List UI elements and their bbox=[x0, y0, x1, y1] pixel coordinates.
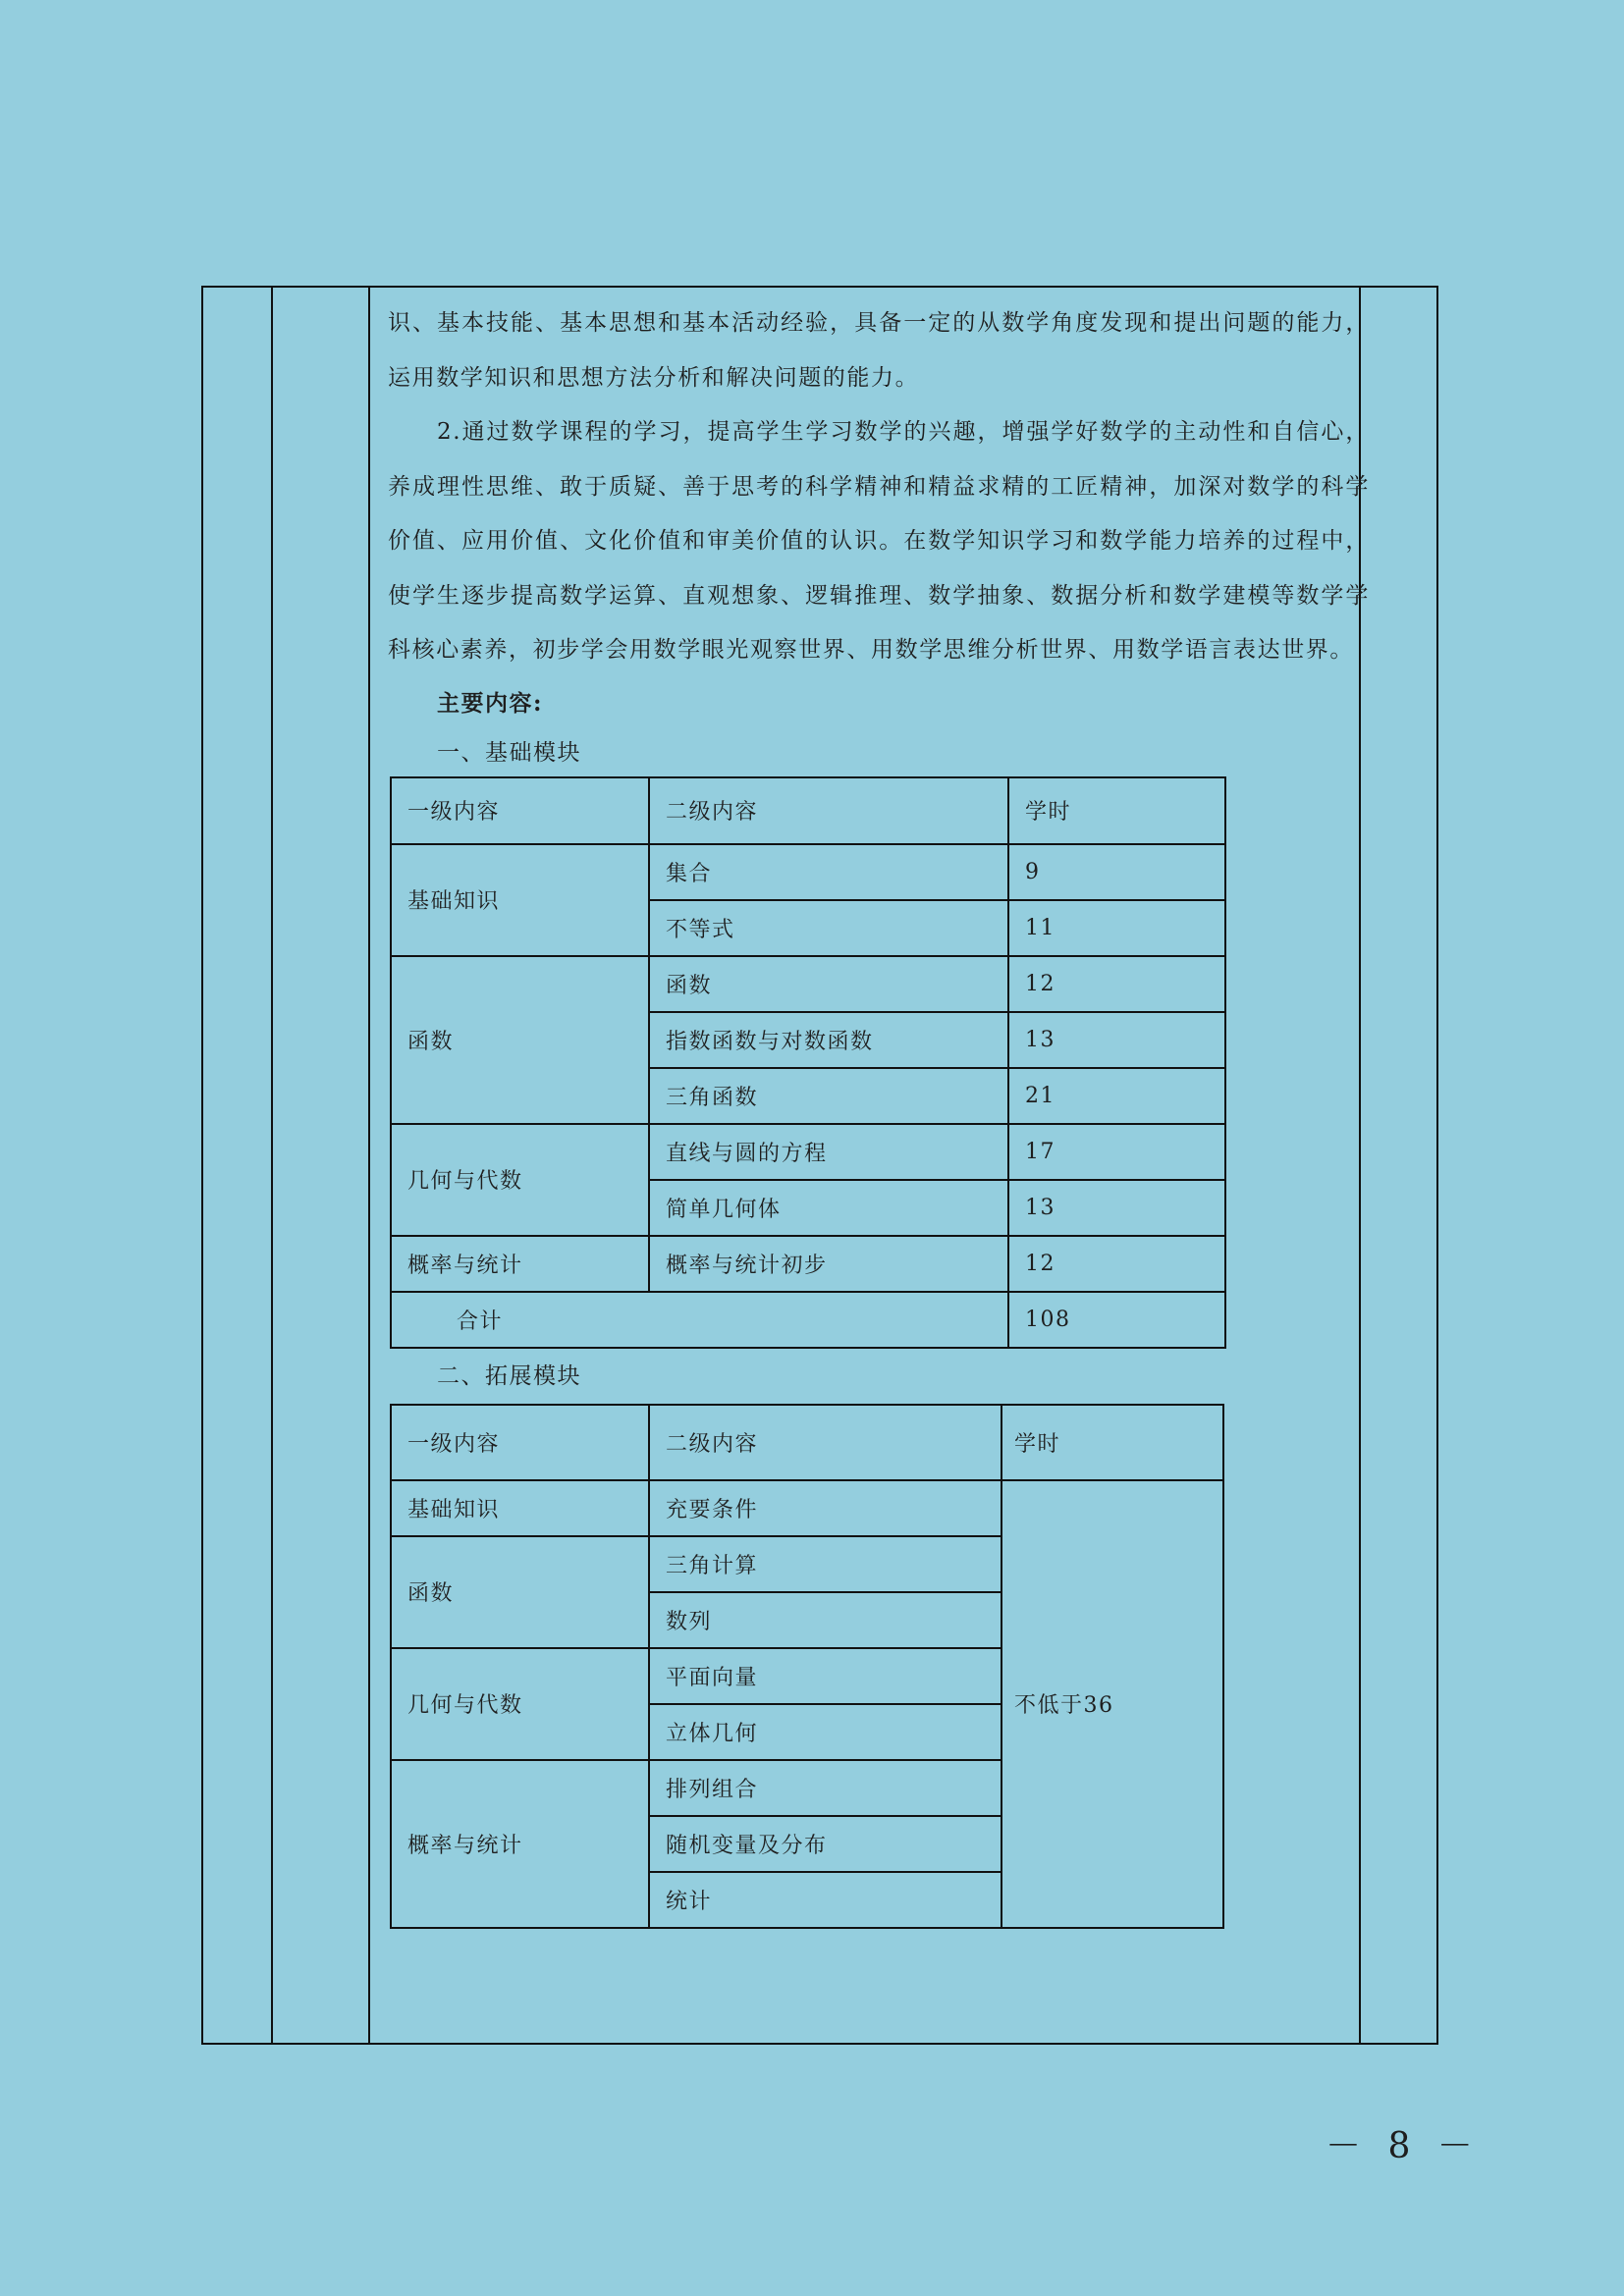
header-hours: 学时 bbox=[1008, 777, 1225, 844]
group-name: 基础知识 bbox=[391, 1480, 649, 1536]
paragraph-2: 2.通过数学课程的学习，提高学生学习数学的兴趣，增强学好数学的主动性和自信心，养成理性思维、敢于质疑、善于思考的科学精神和精益求精的工匠精神，加深对数学的科学价值、应用价值、文化价值和审美价值的认识。在数学知识学习和数学能力培养的过程中，使学生逐步提高数学运算、直观想象、逻辑推理、数学抽象、数据分析和数学建模等数学学科核心素养，初步学会用数学眼光观察世界、用数学思维分析世界、用数学语言表达世界。 bbox=[388, 419, 1370, 663]
page-number: － 8 － bbox=[1326, 2126, 1481, 2166]
item-name: 排列组合 bbox=[649, 1760, 1001, 1816]
item-name: 直线与圆的方程 bbox=[649, 1124, 1008, 1180]
item-name: 立体几何 bbox=[649, 1704, 1001, 1760]
table-header-row bbox=[391, 1405, 1223, 1480]
item-hours: 9 bbox=[1008, 844, 1225, 900]
item-hours: 12 bbox=[1008, 1236, 1225, 1292]
item-name: 数列 bbox=[649, 1592, 1001, 1648]
item-name: 充要条件 bbox=[649, 1480, 1001, 1536]
table-row bbox=[391, 956, 1225, 1012]
total-label: 合计 bbox=[391, 1292, 1008, 1348]
group-name: 基础知识 bbox=[391, 844, 649, 956]
header-level2: 二级内容 bbox=[649, 777, 1008, 844]
item-name: 统计 bbox=[649, 1872, 1001, 1928]
total-row bbox=[391, 1292, 1225, 1348]
group-name: 概率与统计 bbox=[391, 1760, 649, 1928]
ext-module-title: 二、拓展模块 bbox=[437, 1362, 581, 1389]
item-name: 函数 bbox=[649, 956, 1008, 1012]
table-row bbox=[391, 844, 1225, 900]
group-name: 函数 bbox=[391, 1536, 649, 1648]
item-hours: 13 bbox=[1008, 1180, 1225, 1236]
group-name: 函数 bbox=[391, 956, 649, 1124]
item-name: 三角计算 bbox=[649, 1536, 1001, 1592]
table-header-row bbox=[391, 777, 1225, 844]
header-level2: 二级内容 bbox=[649, 1405, 1001, 1480]
group-name: 概率与统计 bbox=[391, 1236, 649, 1292]
column-divider bbox=[271, 288, 273, 2043]
item-name: 集合 bbox=[649, 844, 1008, 900]
header-level1: 一级内容 bbox=[391, 1405, 649, 1480]
table-row bbox=[391, 1124, 1225, 1180]
item-name: 三角函数 bbox=[649, 1068, 1008, 1124]
table-row bbox=[391, 1480, 1223, 1536]
group-name: 几何与代数 bbox=[391, 1648, 649, 1760]
ext-module-table bbox=[390, 1404, 1224, 1929]
item-hours: 13 bbox=[1008, 1012, 1225, 1068]
item-name: 概率与统计初步 bbox=[649, 1236, 1008, 1292]
item-name: 随机变量及分布 bbox=[649, 1816, 1001, 1872]
total-value: 108 bbox=[1008, 1292, 1225, 1348]
basic-module-table bbox=[390, 776, 1226, 1349]
item-hours: 11 bbox=[1008, 900, 1225, 956]
item-hours: 21 bbox=[1008, 1068, 1225, 1124]
content-cell bbox=[388, 288, 1370, 1929]
paragraph-1: 识、基本技能、基本思想和基本活动经验，具备一定的从数学角度发现和提出问题的能力，运用数学知识和思想方法分析和解决问题的能力。 bbox=[388, 310, 1370, 391]
item-name: 不等式 bbox=[649, 900, 1008, 956]
outer-table-frame bbox=[201, 286, 1438, 2045]
item-hours: 17 bbox=[1008, 1124, 1225, 1180]
item-name: 指数函数与对数函数 bbox=[649, 1012, 1008, 1068]
section-heading: 主要内容: bbox=[437, 689, 543, 717]
header-level1: 一级内容 bbox=[391, 777, 649, 844]
item-name: 平面向量 bbox=[649, 1648, 1001, 1704]
ext-hours: 不低于36 bbox=[1001, 1480, 1223, 1928]
column-divider bbox=[368, 288, 370, 2043]
header-hours: 学时 bbox=[1001, 1405, 1223, 1480]
item-hours: 12 bbox=[1008, 956, 1225, 1012]
group-name: 几何与代数 bbox=[391, 1124, 649, 1236]
basic-module-title: 一、基础模块 bbox=[437, 739, 581, 766]
table-row bbox=[391, 1236, 1225, 1292]
item-name: 简单几何体 bbox=[649, 1180, 1008, 1236]
